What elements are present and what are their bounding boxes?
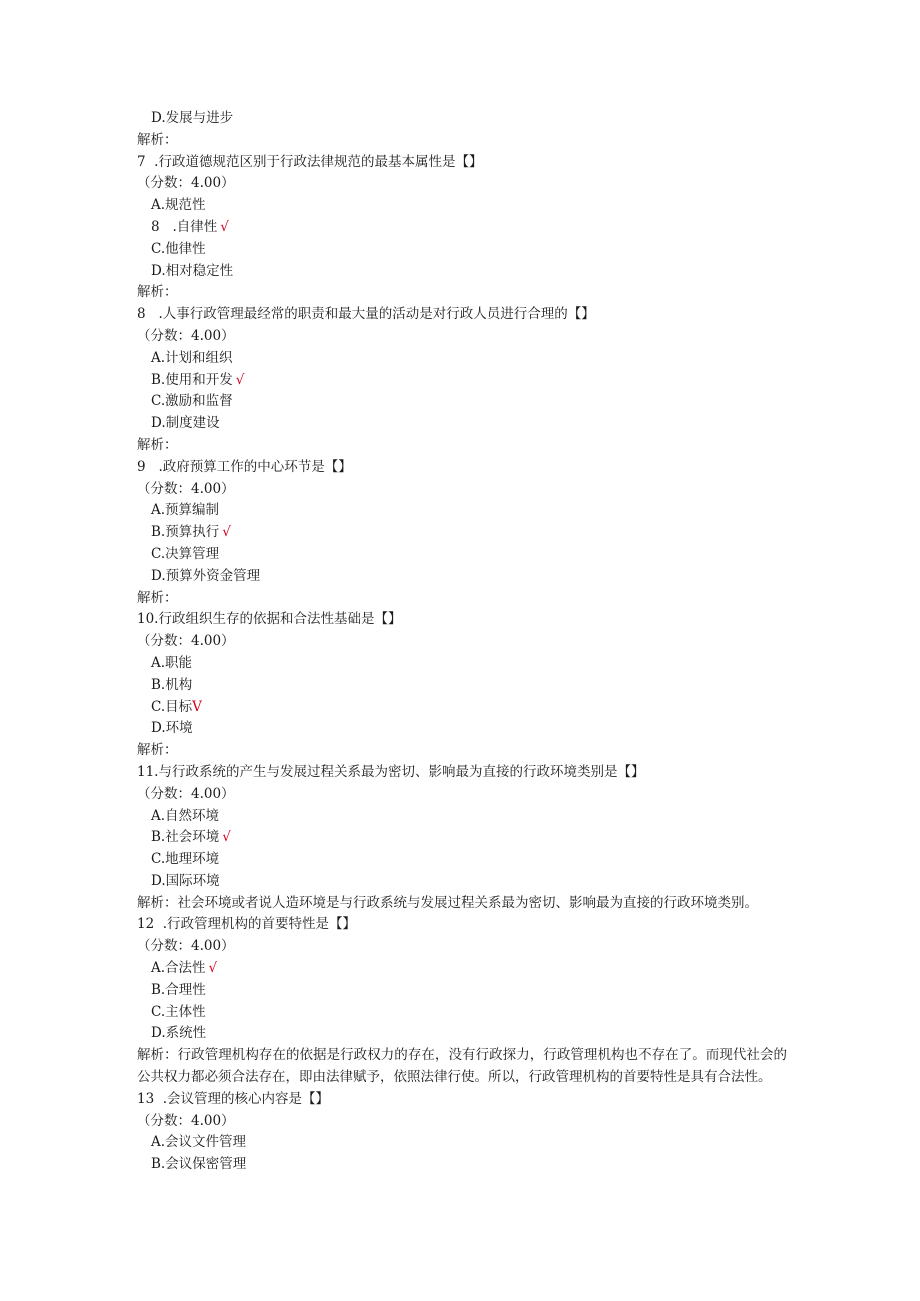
question-score: （分数：4.00） [137, 1112, 235, 1129]
answer-mark: √ [208, 960, 218, 977]
option: D.国际环境 [151, 872, 220, 889]
option: C.决算管理 [151, 545, 220, 562]
question-title-8: 8 .人事行政管理最经常的职责和最大量的活动是对行政人员进行合理的【】 [137, 306, 595, 323]
question-score: （分数：4.00） [137, 175, 235, 192]
option: B.社会环境 √ [151, 829, 231, 846]
option: C.他律性 [151, 240, 206, 257]
question-score: （分数：4.00） [137, 785, 235, 802]
option: A.预算编制 [151, 502, 220, 519]
question-title-9: 9 .政府预算工作的中心环节是【】 [137, 458, 352, 475]
option: B.合理性 [151, 981, 206, 998]
question-score: （分数：4.00） [137, 327, 235, 344]
analysis: 解析： [137, 589, 178, 606]
option: C.激励和监督 [151, 393, 233, 410]
option-d: D.发展与进步 [151, 110, 234, 126]
answer-mark: V [192, 698, 202, 715]
question-title-12: 12 .行政管理机构的首要特性是【】 [137, 916, 357, 933]
question-title-13: 13 .会议管理的核心内容是【】 [137, 1090, 330, 1107]
option: A.合法性 √ [151, 960, 218, 977]
option: D.系统性 [151, 1025, 207, 1042]
option: 8 .自律性 √ [151, 218, 229, 235]
analysis: 解析：社会环境或者说人造环境是与行政系统与发展过程关系最为密切、影响最为直接的行政环境类别。 [137, 894, 758, 911]
option: A.自然环境 [151, 807, 220, 824]
question-score: （分数：4.00） [137, 480, 235, 497]
option: D.预算外资金管理 [151, 567, 261, 584]
option: D.相对稳定性 [151, 262, 234, 279]
option: A.计划和组织 [151, 349, 233, 366]
option: C.主体性 [151, 1003, 206, 1020]
analysis: 解析： [137, 436, 178, 453]
analysis: 解析： [137, 742, 178, 759]
question-score: （分数：4.00） [137, 633, 235, 650]
analysis-paragraph: 解析：行政管理机构存在的依据是行政权力的存在，没有行政探力，行政管理机构也不存在了。而现代社会的公共权力都必须合法存在，即由法律赋予，依照法律行使。所以，行政管理机构的首要特性是具有合法性。 [137, 1047, 787, 1086]
option: B.预算执行 √ [151, 524, 231, 541]
option: B.机构 [151, 676, 193, 693]
question-title-11: 11.与行政系统的产生与发展过程关系最为密切、影响最为直接的行政环境类别是【】 [137, 763, 645, 780]
answer-mark: √ [222, 829, 231, 846]
option: C.目标V [151, 698, 202, 715]
option: A.规范性 [151, 197, 206, 214]
option: B.会议保密管理 [151, 1156, 247, 1173]
answer-mark: √ [220, 218, 229, 235]
question-score: （分数：4.00） [137, 938, 235, 955]
document-page [0, 108, 920, 1176]
analysis: 解析： [137, 131, 178, 148]
option: A.会议文件管理 [151, 1134, 247, 1151]
analysis: 解析： [137, 284, 178, 301]
question-title-7: 7 .行政道德规范区别于行政法律规范的最基本属性是【】 [137, 153, 483, 170]
answer-mark: √ [235, 371, 245, 388]
answer-mark: √ [222, 524, 231, 541]
option: C.地理环境 [151, 851, 220, 868]
option: D.环境 [151, 720, 193, 737]
option: D.制度建设 [151, 415, 220, 432]
option: B.使用和开发 √ [151, 371, 245, 388]
option: A.职能 [151, 654, 193, 671]
question-title-10: 10.行政组织生存的依据和合法性基础是【】 [137, 611, 402, 628]
